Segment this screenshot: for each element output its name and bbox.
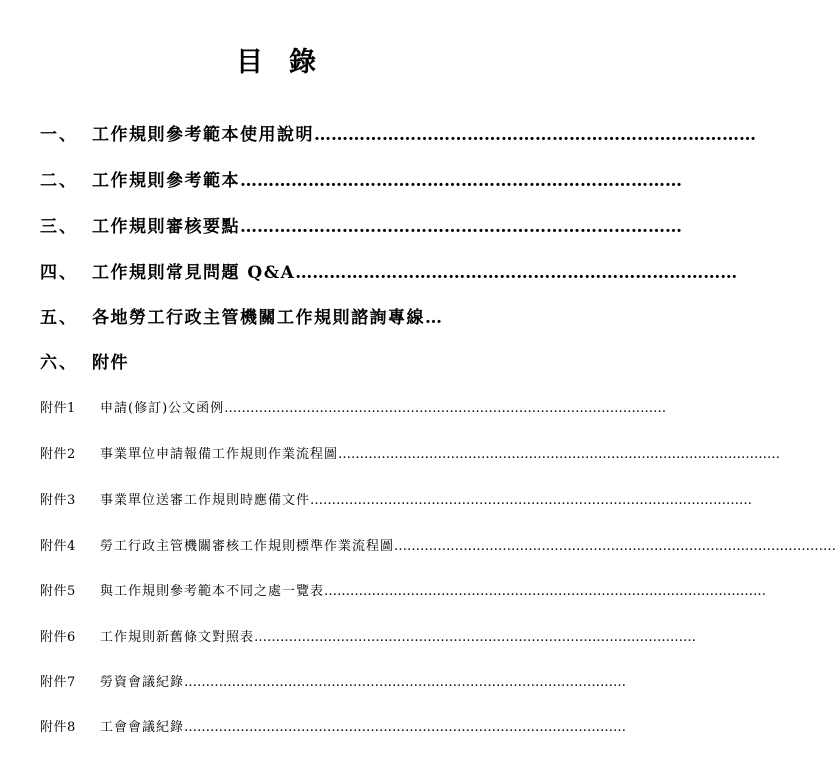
toc-section-6[interactable] [40, 348, 500, 373]
toc-section-5[interactable] [40, 303, 500, 328]
toc-leader-dots: ………………………………………………………………………………………… [324, 584, 767, 599]
toc-leader-dots: ………………………………………………………………………………………… [224, 401, 667, 416]
toc-annex-2[interactable] [40, 443, 781, 462]
toc-annex-number: 附件6 [40, 630, 76, 645]
toc-annex-label: 申請(修訂)公文函例 [100, 401, 225, 416]
toc-annex-number: 附件8 [40, 720, 76, 735]
toc-leader-dots: ………………………………………………………………………………………… [184, 675, 627, 690]
toc-annex-label: 與工作規則參考範本不同之處一覽表 [100, 584, 325, 599]
toc-leader-dots: …………………………………………………………………… [240, 171, 682, 191]
toc-annex-4[interactable] [40, 535, 836, 554]
toc-annex-number: 附件7 [40, 675, 76, 690]
toc-leader-dots: …………………………………………………………………… [295, 263, 738, 283]
toc-section-number: 四、 [40, 263, 78, 283]
toc-annex-label: 勞資會議紀錄 [100, 675, 185, 690]
toc-annex-label: 工作規則新舊條文對照表 [100, 630, 255, 645]
toc-section-label: 附件 [92, 353, 129, 373]
toc-section-label: 各地勞工行政主管機關工作規則諮詢專線… [92, 308, 444, 328]
toc-annex-8[interactable] [40, 716, 627, 735]
toc-annex-number: 附件3 [40, 493, 76, 508]
toc-section-label: 工作規則審核要點 [92, 217, 240, 237]
toc-leader-dots: ………………………………………………………………………………………… [310, 493, 753, 508]
toc-annex-label: 工會會議紀錄 [100, 720, 185, 735]
toc-annex-label: 勞工行政主管機關審核工作規則標準作業流程圖 [100, 539, 395, 554]
toc-annex-number: 附件2 [40, 447, 76, 462]
toc-leader-dots: ………………………………………………………………………………………… [254, 630, 697, 645]
toc-section-label: 工作規則參考範本使用說明 [92, 125, 314, 145]
page-title: 目錄 [236, 47, 342, 78]
toc-annex-7[interactable] [40, 671, 627, 690]
toc-section-3[interactable] [40, 212, 682, 237]
toc-annex-number: 附件1 [40, 401, 76, 416]
toc-annex-5[interactable] [40, 580, 767, 599]
toc-section-label: 工作規則參考範本 [92, 171, 240, 191]
toc-leader-dots: …………………………………………………………………… [314, 125, 756, 145]
toc-annex-label: 事業單位申請報備工作規則作業流程圖 [100, 447, 339, 462]
toc-annex-label: 事業單位送審工作規則時應備文件 [100, 493, 311, 508]
toc-leader-dots: ………………………………………………………………………………………… [338, 447, 781, 462]
toc-section-1[interactable] [40, 120, 756, 145]
toc-section-number: 二、 [40, 171, 78, 191]
toc-section-number: 六、 [40, 353, 78, 373]
toc-leader-dots: ………………………………………………………………………………………… [394, 539, 836, 554]
toc-annex-6[interactable] [40, 626, 697, 645]
toc-annex-1[interactable] [40, 397, 667, 416]
toc-leader-dots: ………………………………………………………………………………………… [184, 720, 627, 735]
toc-annex-number: 附件5 [40, 584, 76, 599]
toc-section-label: 工作規則常見問題 Q&A [92, 263, 296, 283]
toc-section-2[interactable] [40, 166, 682, 191]
toc-section-4[interactable] [40, 258, 738, 283]
toc-section-number: 三、 [40, 217, 78, 237]
toc-section-number: 一、 [40, 125, 78, 145]
toc-leader-dots: …………………………………………………………………… [240, 217, 682, 237]
toc-section-number: 五、 [40, 308, 78, 328]
toc-annex-number: 附件4 [40, 539, 76, 554]
toc-annex-3[interactable] [40, 489, 753, 508]
